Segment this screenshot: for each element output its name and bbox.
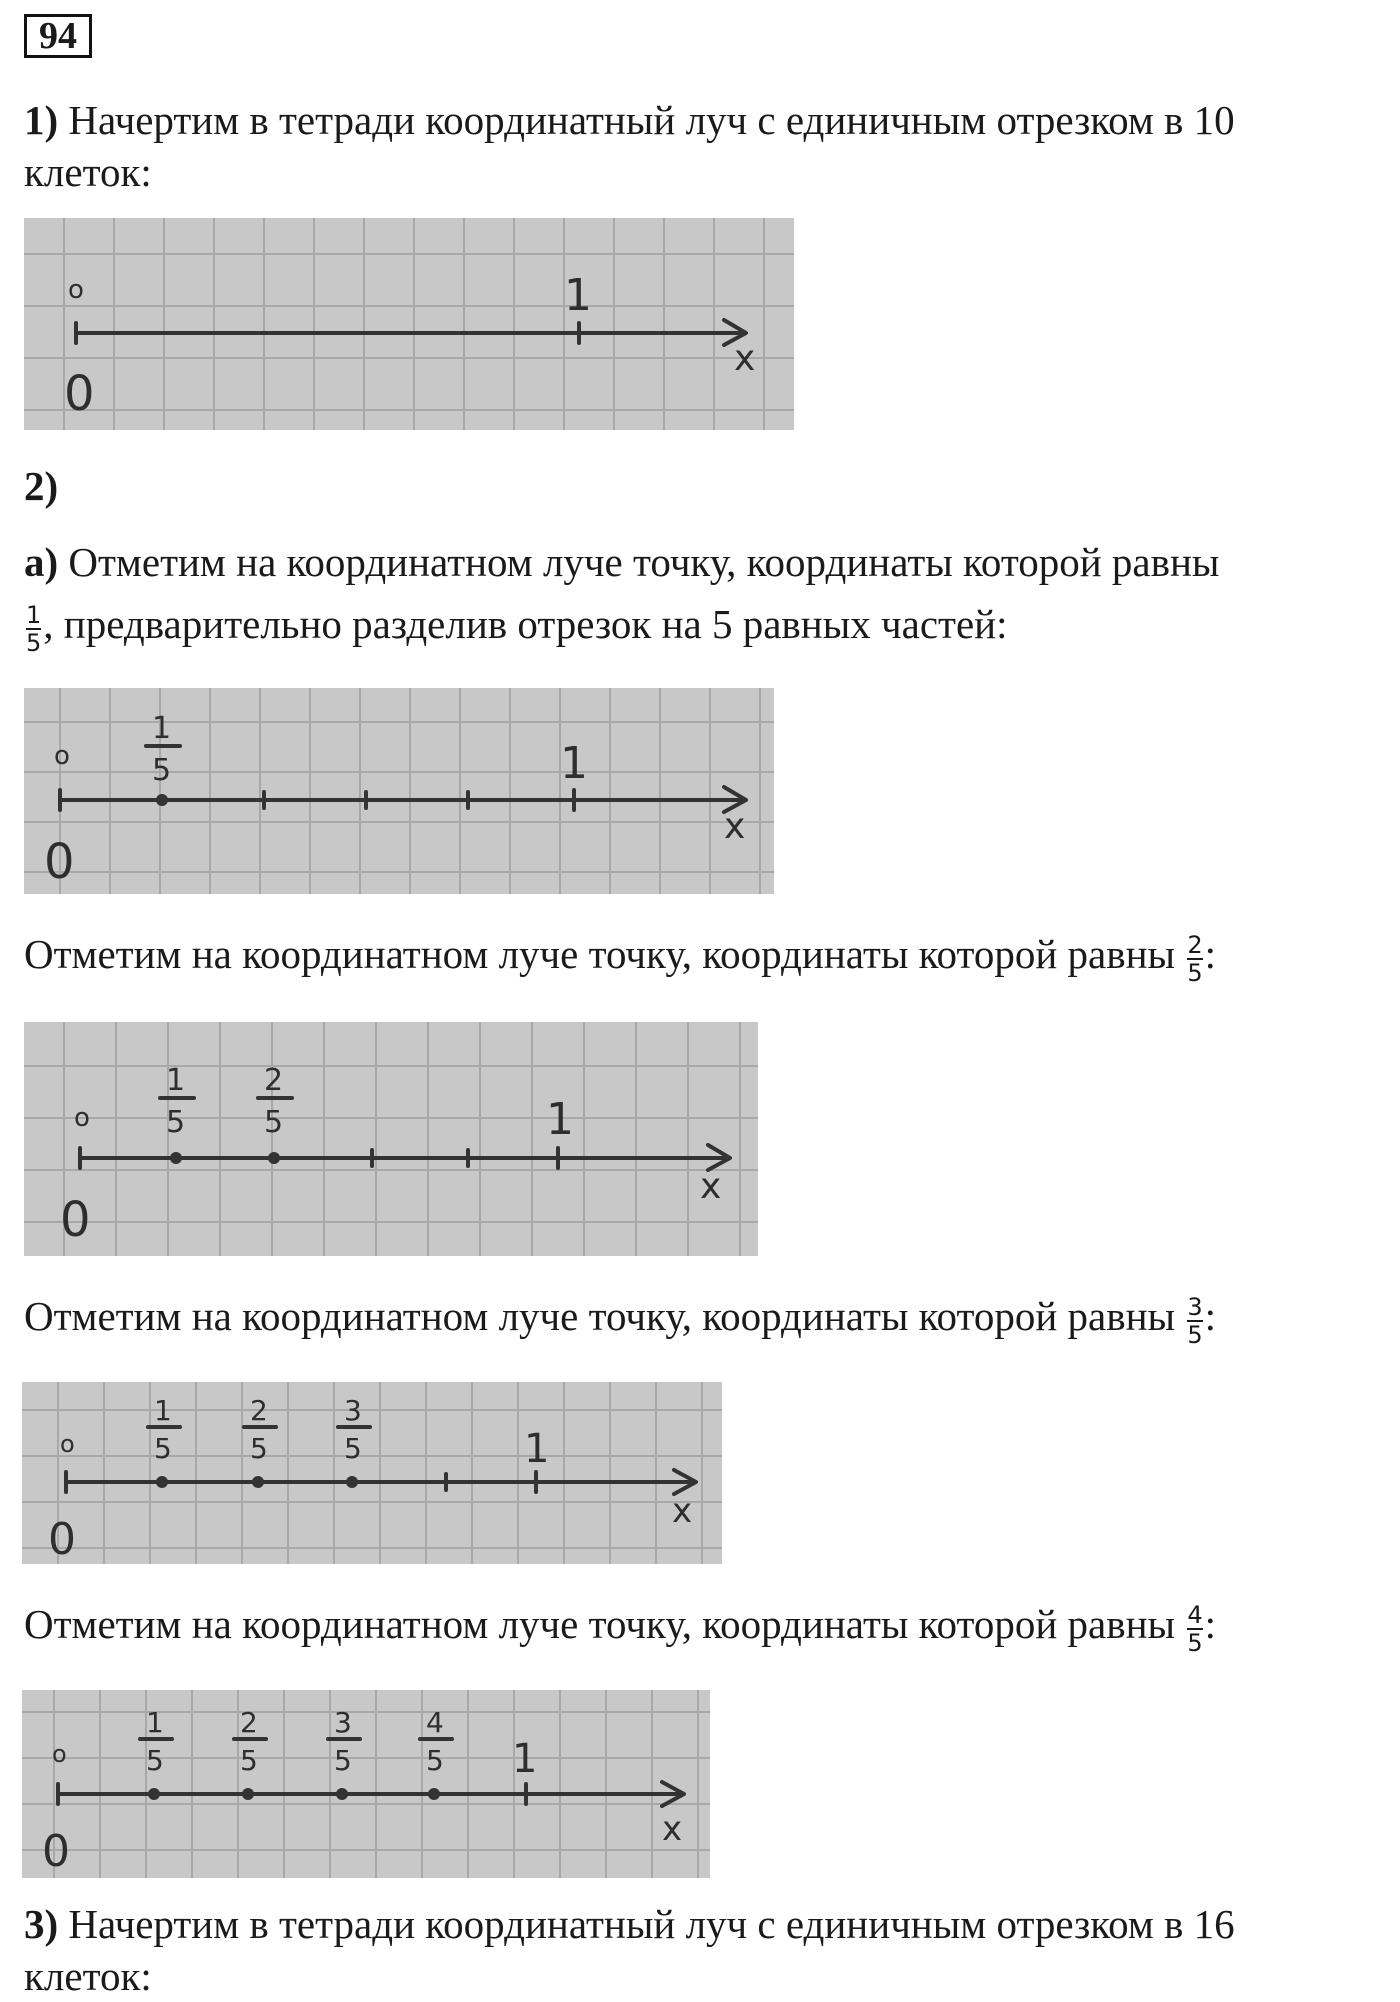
part3-paragraph [24,1898,1370,2002]
fraction-denominator: 5 [1187,1320,1203,1349]
mark-4-5-paragraph: Отметим на координатном луче точку, координаты которой равны $\frac{4}{5}$ : [24,1600,1217,1657]
origin-label: 0 [64,366,95,422]
tick-label-num: 4 [426,1706,444,1739]
tick-label-den: 5 [146,1744,164,1777]
tick-label-num: 2 [250,1394,268,1427]
fraction-4-5 [1187,1600,1203,1657]
unit-label: 1 [560,738,588,789]
part2a-paragraph [24,536,1370,588]
coordinate-ray-photo-5 [22,1690,710,1878]
point-2-5 [242,1788,254,1800]
origin-mark-label: o [68,275,84,305]
tick-label-num: 1 [146,1706,164,1739]
origin-label: 0 [60,1192,91,1248]
unit-label: 1 [524,1426,550,1472]
part1-paragraph [24,94,1370,198]
axis-label: x [724,806,746,847]
unit-label: 1 [546,1094,574,1145]
tick-label-num: 2 [264,1063,284,1098]
fraction-1-5 [26,600,42,657]
fraction-denominator: 5 [1187,958,1203,987]
mark-3-5-paragraph: Отметим на координатном луче точку, координаты которой равны $\frac{3}{5}$ : [24,1292,1217,1349]
coordinate-ray-photo-3 [24,1022,758,1256]
tick-label-den: 5 [426,1744,444,1777]
axis-label: x [700,1166,722,1207]
part2a-text-1: Отметим на координатном луче точку, координаты которой равны [68,539,1220,585]
tick-label-den: 5 [264,1105,284,1140]
point-4-5 [428,1788,440,1800]
unit-label: 1 [564,270,592,321]
point-1-5 [156,1476,168,1488]
origin-label: 0 [48,1514,76,1564]
tick-label-den: 5 [344,1432,362,1465]
point-3-5 [346,1476,358,1488]
tick-label-den: 5 [154,1432,172,1465]
fraction-numerator: 4 [1187,1600,1203,1629]
tick-label-den: 5 [166,1105,186,1140]
mark-2-5-paragraph: Отметим на координатном луче точку, координаты которой равны $\frac{2}{5}$ : [24,930,1217,987]
tick-label-num: 3 [344,1394,362,1427]
part3-label: 3) [24,1901,59,1947]
unit-label: 1 [512,1736,538,1782]
part2a-label: а) [24,539,59,585]
point-2-5 [252,1476,264,1488]
mark-3-5-text: Отметим на координатном луче точку, координаты которой равны [24,1293,1176,1339]
axis-label: x [734,338,756,379]
point-3-5 [336,1788,348,1800]
tick-label-den: 5 [334,1744,352,1777]
part1-text: Начертим в тетради координатный луч с единичным отрезком в 10 клеток: [24,97,1235,195]
coordinate-ray-photo-2 [24,688,774,894]
coordinate-ray-photo-4 [22,1382,722,1564]
origin-mark-label: o [52,1740,67,1768]
part2a-paragraph-line2 [24,598,1370,655]
tick-label-num: 3 [334,1706,352,1739]
tick-label-num: 1 [166,1063,186,1098]
fraction-numerator: 2 [1187,930,1203,959]
mark-2-5-text: Отметим на координатном луче точку, координаты которой равны [24,931,1176,977]
tick-label-num: 2 [240,1706,258,1739]
fraction-denominator: 5 [1187,1628,1203,1657]
origin-mark-label: o [74,1103,90,1133]
tick-label-num: 1 [154,1394,172,1427]
fraction-denominator: 5 [26,628,42,657]
fraction-numerator: 3 [1187,1292,1203,1321]
problem-number: 94 [24,14,92,58]
part2-label [24,460,1370,512]
tick-label-num: 1 [152,711,172,746]
tick-label-den: 5 [152,753,172,788]
part3-text: Начертим в тетради координатный луч с единичным отрезком в 16 клеток: [24,1901,1235,1999]
part2a-text-2: , предварительно разделив отрезок на 5 равных частей: [43,601,1008,647]
point-1-5 [156,794,168,806]
fraction-3-5 [1187,1292,1203,1349]
point-1-5 [148,1788,160,1800]
axis-label: x [662,1809,683,1849]
origin-mark-label: o [60,1430,75,1458]
coordinate-ray-photo-1 [24,218,794,430]
mark-4-5-text: Отметим на координатном луче точку, координаты которой равны [24,1601,1176,1647]
origin-mark-label: o [54,741,70,771]
part2-label-text: 2) [24,463,59,509]
point-2-5 [268,1152,280,1164]
part1-label: 1) [24,97,59,143]
point-1-5 [170,1152,182,1164]
axis-label: x [672,1491,693,1531]
fraction-numerator: 1 [26,600,42,629]
origin-label: 0 [44,834,75,890]
tick-label-den: 5 [240,1744,258,1777]
fraction-2-5 [1187,930,1203,987]
origin-label: 0 [42,1826,70,1877]
tick-label-den: 5 [250,1432,268,1465]
